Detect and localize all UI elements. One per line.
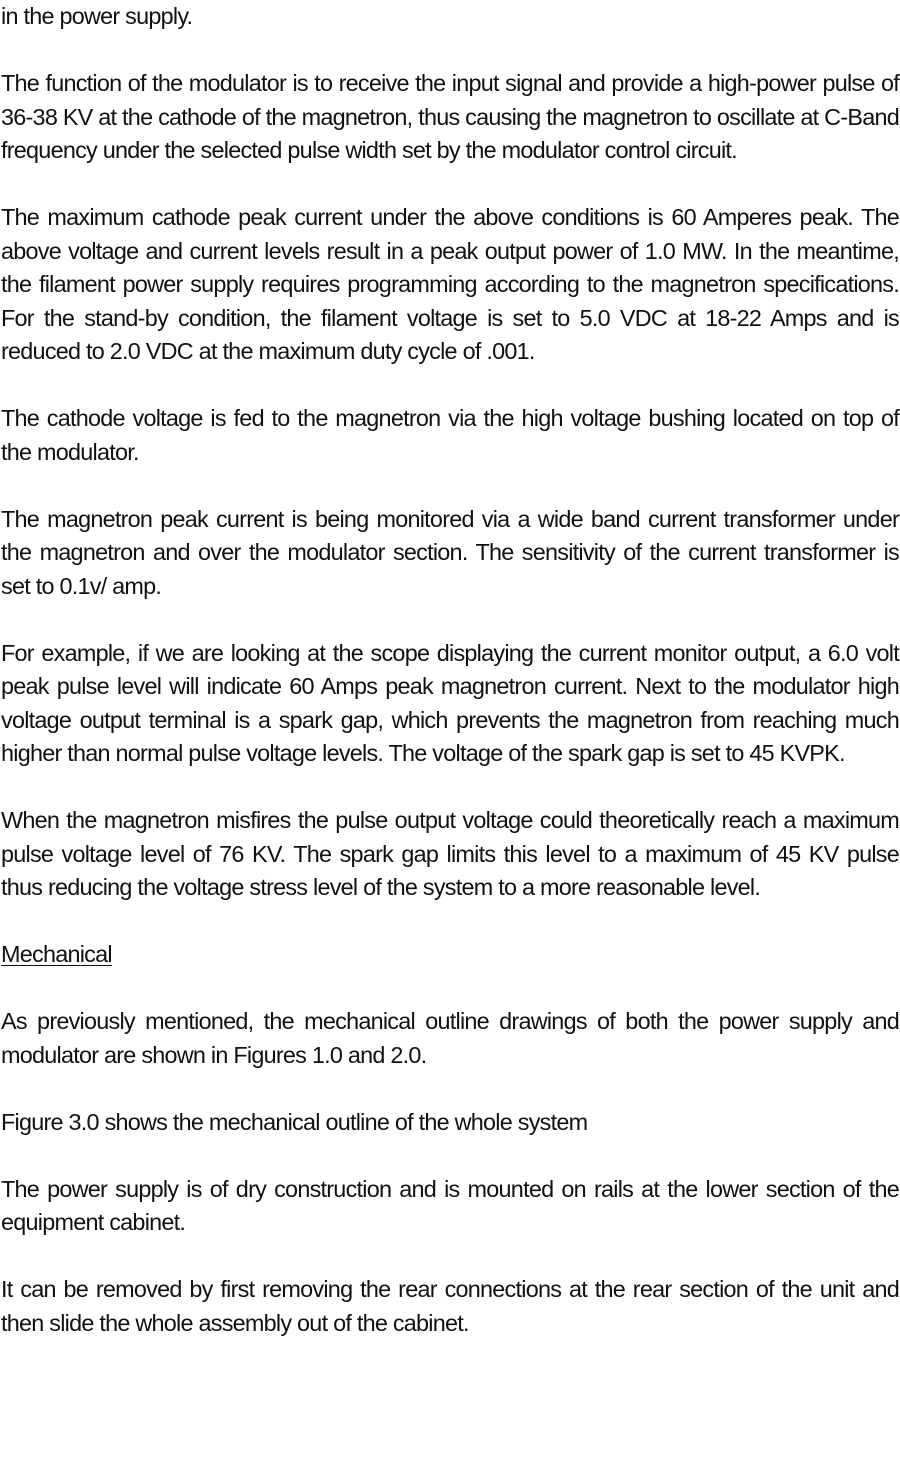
paragraph-outline-drawings: As previously mentioned, the mechanical outline drawings of both the power supply and modulator are shown in Figures 1.0 and 2.0. — [1, 1008, 899, 1068]
paragraph-figure-3: Figure 3.0 shows the mechanical outline of the whole system — [1, 1108, 588, 1135]
paragraph-cathode-voltage: The cathode voltage is fed to the magnetron via the high voltage bushing located on top of the modulator. — [1, 405, 899, 465]
paragraph-modulator-function: The function of the modulator is to receive the input signal and provide a high-power pulse of 36-38 KV at the cathode of the magnetron, thus causing the magnetron to oscillate at C-Band frequency under the selected pulse width set by the modulator control circuit. — [1, 70, 899, 163]
paragraph-dry-construction: The power supply is of dry construction and is mounted on rails at the lower section of the equipment cabinet. — [1, 1175, 899, 1235]
paragraph-power-supply-continuation: in the power supply. — [1, 3, 193, 29]
paragraph-current-monitoring: The magnetron peak current is being monitored via a wide band current transformer under the magnetron and over the modulator section. The sensitivity of the current transformer is set to 0.1v/ amp. — [1, 505, 899, 599]
paragraph-removal: It can be removed by first removing the rear connections at the rear section of the unit and then slide the whole assembly out of the cabinet. — [1, 1276, 899, 1336]
paragraph-scope-example: For example, if we are looking at the scope displaying the current monitor output, a 6.0 volt peak pulse level will indicate 60 Amps peak magnetron current. Next to the modulator high voltage output terminal is a spark gap, which prevents the magnetron from reaching much higher than normal pulse voltage levels. The voltage of the spark gap is set to 45 KVPK. — [1, 639, 899, 766]
paragraph-cathode-peak-current: The maximum cathode peak current under the above conditions is 60 Amperes peak. The above voltage and current levels result in a peak output power of 1.0 MW. In the meantime, the filament power supply requires programming according to the magnetron specifications. For the stand-by condition, the filament voltage is set to 5.0 VDC at 18-22 Amps and is reduced to 2.0 VDC at the maximum duty cycle of .001. — [1, 204, 899, 364]
document-page — [1, 0, 899, 1374]
section-heading-mechanical: Mechanical — [1, 941, 112, 967]
paragraph-misfire: When the magnetron misfires the pulse output voltage could theoretically reach a maximum pulse voltage level of 76 KV. The spark gap limits this level to a maximum of 45 KV pulse thus reducing the voltage stress level of the system to a more reasonable level. — [1, 807, 899, 900]
